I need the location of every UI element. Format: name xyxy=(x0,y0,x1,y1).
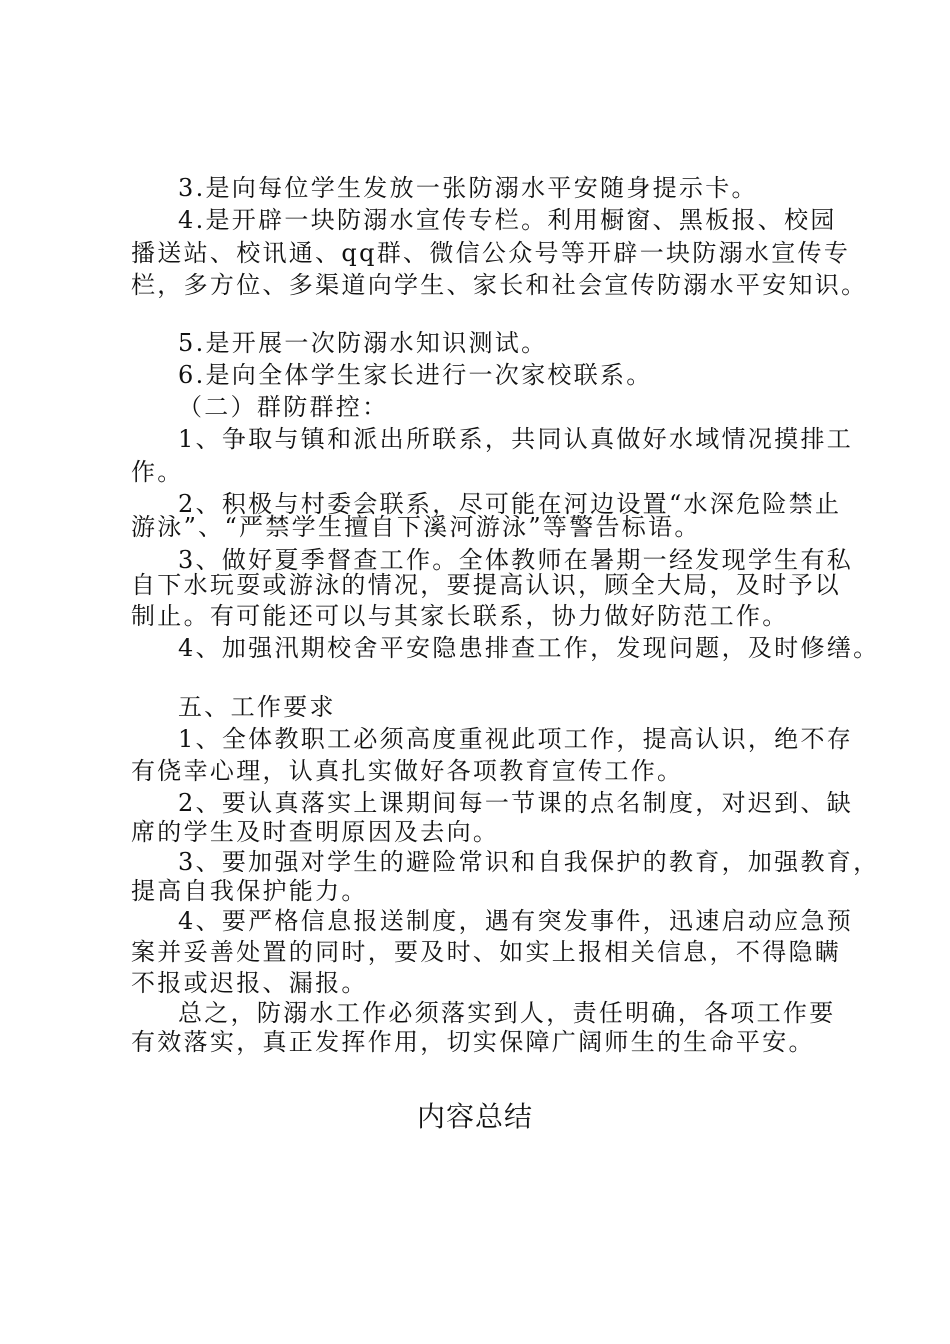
req-item-4-line-3: 不报或迟报、漏报。 xyxy=(131,969,368,997)
req-item-3-line-2: 提高自我保护能力。 xyxy=(131,877,368,905)
item-5-line: 5.是开展一次防溺水知识测试。 xyxy=(178,329,548,357)
group-item-4-line: 4、加强汛期校舍平安隐患排查工作，发现问题，及时修缮。 xyxy=(178,634,880,662)
conclusion-line-1: 总之，防溺水工作必须落实到人，责任明确，各项工作要 xyxy=(178,999,836,1027)
item-4-line-2: 播送站、校讯通、qq群、微信公众号等开辟一块防溺水宣传专 xyxy=(131,239,851,267)
req-item-1-line-2: 有侥幸心理，认真扎实做好各项教育宣传工作。 xyxy=(131,757,684,785)
item-4-line-1: 4.是开辟一块防溺水宣传专栏。利用橱窗、黑板报、校园 xyxy=(178,206,837,234)
group-item-2-line-1: 2、积极与村委会联系，尽可能在河边设置“水深危险禁止 xyxy=(178,490,842,518)
req-item-1-line-1: 1、全体教职工必须高度重视此项工作，提高认识，绝不存 xyxy=(178,725,854,753)
req-item-2-line-2: 席的学生及时查明原因及去向。 xyxy=(131,818,500,846)
req-item-3-line-1: 3、要加强对学生的避险常识和自我保护的教育，加强教育， xyxy=(178,848,880,876)
section-heading-group-control: （二）群防群控： xyxy=(178,393,389,421)
group-item-3-line-3: 制止。有可能还可以与其家长联系，协力做好防范工作。 xyxy=(131,602,789,630)
req-item-4-line-2: 案并妥善处置的同时，要及时、如实上报相关信息，不得隐瞒 xyxy=(131,938,842,966)
item-3-line: 3.是向每位学生发放一张防溺水平安随身提示卡。 xyxy=(178,174,758,202)
summary-title: 内容总结 xyxy=(416,1100,533,1133)
item-4-line-3: 栏，多方位、多渠道向学生、家长和社会宣传防溺水平安知识。 xyxy=(131,271,868,299)
group-item-2-line-2: 游泳”、“严禁学生擅自下溪河游泳”等警告标语。 xyxy=(131,513,701,541)
group-item-1-line-2: 作。 xyxy=(131,458,184,486)
group-item-3-line-2: 自下水玩耍或游泳的情况，要提高认识，顾全大局，及时予以 xyxy=(131,571,842,599)
group-item-3-line-1: 3、做好夏季督查工作。全体教师在暑期一经发现学生有私 xyxy=(178,546,854,574)
conclusion-line-2: 有效落实，真正发挥作用，切实保障广阔师生的生命平安。 xyxy=(131,1028,815,1056)
req-item-4-line-1: 4、要严格信息报送制度，遇有突发事件，迅速启动应急预 xyxy=(178,907,854,935)
group-item-1-line-1: 1、争取与镇和派出所联系，共同认真做好水域情况摸排工 xyxy=(178,425,854,453)
req-item-2-line-1: 2、要认真落实上课期间每一节课的点名制度，对迟到、缺 xyxy=(178,789,854,817)
item-6-line: 6.是向全体学生家长进行一次家校联系。 xyxy=(178,361,653,389)
section-heading-work-requirements: 五、工作要求 xyxy=(178,693,336,721)
